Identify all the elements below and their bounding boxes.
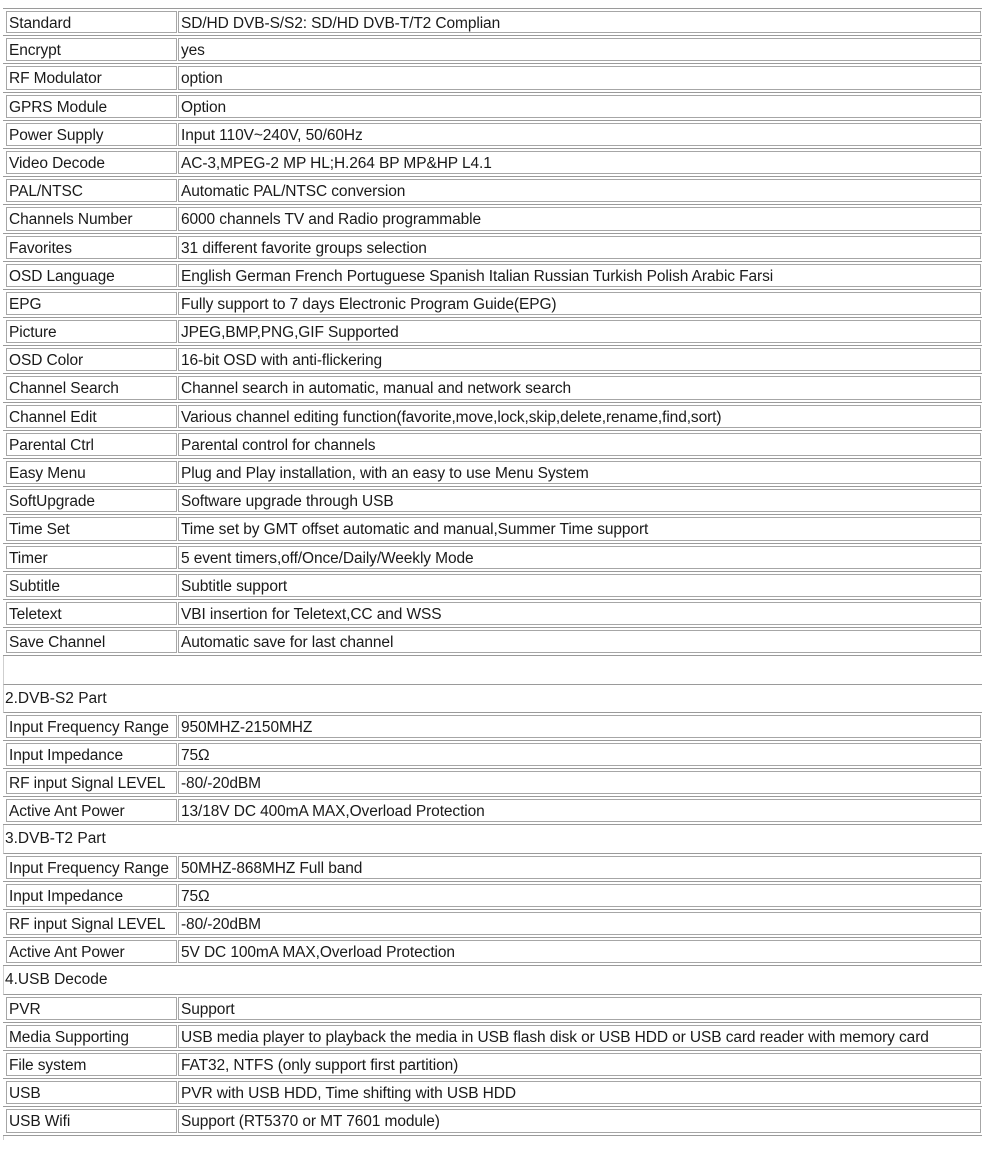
table-row bbox=[3, 1107, 982, 1135]
spec-label: Media Supporting bbox=[6, 1025, 177, 1048]
section-title: 2.DVB-S2 Part bbox=[5, 689, 107, 707]
section-title: 4.USB Decode bbox=[5, 971, 108, 989]
spec-value: Support bbox=[178, 997, 981, 1020]
table-row bbox=[3, 1023, 982, 1051]
spec-value: 950MHZ-2150MHZ bbox=[178, 715, 981, 738]
table-row bbox=[3, 995, 982, 1023]
spec-label: Parental Ctrl bbox=[6, 433, 177, 456]
spec-label: Input Impedance bbox=[6, 743, 177, 766]
table-row bbox=[3, 431, 982, 459]
spec-value: 75Ω bbox=[178, 884, 981, 907]
spec-value: 50MHZ-868MHZ Full band bbox=[178, 856, 981, 879]
table-row bbox=[3, 882, 982, 910]
table-row bbox=[3, 854, 982, 882]
spec-label: PAL/NTSC bbox=[6, 179, 177, 202]
spec-value: Option bbox=[178, 95, 981, 118]
spec-value: 16-bit OSD with anti-flickering bbox=[178, 348, 981, 371]
spec-label: Subtitle bbox=[6, 574, 177, 597]
spec-value: SD/HD DVB-S/S2: SD/HD DVB-T/T2 Complian bbox=[178, 11, 981, 33]
spec-value: -80/-20dBM bbox=[178, 771, 981, 794]
spec-label: Picture bbox=[6, 320, 177, 343]
spec-label: Active Ant Power bbox=[6, 799, 177, 822]
table-row bbox=[3, 600, 982, 628]
spec-label: Channels Number bbox=[6, 207, 177, 230]
table-row bbox=[3, 262, 982, 290]
spec-label: Input Impedance bbox=[6, 884, 177, 907]
section-heading-dvbs2 bbox=[3, 685, 982, 713]
spec-value: USB media player to playback the media in USB flash disk or USB HDD or USB card reader with memory card bbox=[178, 1025, 981, 1048]
spec-value: 31 different favorite groups selection bbox=[178, 236, 981, 259]
table-row bbox=[3, 346, 982, 374]
spec-label: Timer bbox=[6, 546, 177, 569]
table-row bbox=[3, 205, 982, 233]
table-row bbox=[3, 797, 982, 825]
spec-value: Fully support to 7 days Electronic Program Guide(EPG) bbox=[178, 292, 981, 315]
dvbt2-spec-table bbox=[3, 854, 982, 967]
table-row bbox=[3, 713, 982, 741]
spec-value: English German French Portuguese Spanish Italian Russian Turkish Polish Arabic Farsi bbox=[178, 264, 981, 287]
spec-label: Standard bbox=[6, 11, 177, 33]
spec-value: Parental control for channels bbox=[178, 433, 981, 456]
table-row bbox=[3, 149, 982, 177]
spec-label: SoftUpgrade bbox=[6, 489, 177, 512]
spec-label: OSD Color bbox=[6, 348, 177, 371]
spec-value: Various channel editing function(favorite,move,lock,skip,delete,rename,find,sort) bbox=[178, 405, 981, 428]
table-row bbox=[3, 318, 982, 346]
spec-label: EPG bbox=[6, 292, 177, 315]
spec-label: Easy Menu bbox=[6, 461, 177, 484]
spec-value: JPEG,BMP,PNG,GIF Supported bbox=[178, 320, 981, 343]
table-end bbox=[3, 1136, 982, 1140]
spec-value: Input 110V~240V, 50/60Hz bbox=[178, 123, 981, 146]
spec-label: Encrypt bbox=[6, 38, 177, 61]
general-spec-table bbox=[3, 8, 982, 656]
dvbs2-spec-table bbox=[3, 713, 982, 826]
spec-value: 5 event timers,off/Once/Daily/Weekly Mode bbox=[178, 546, 981, 569]
spec-label: File system bbox=[6, 1053, 177, 1076]
spec-value: -80/-20dBM bbox=[178, 912, 981, 935]
spec-value: Software upgrade through USB bbox=[178, 489, 981, 512]
spec-label: Channel Edit bbox=[6, 405, 177, 428]
spec-label: Active Ant Power bbox=[6, 940, 177, 963]
spec-value: Automatic save for last channel bbox=[178, 630, 981, 653]
table-row bbox=[3, 374, 982, 402]
spec-value: VBI insertion for Teletext,CC and WSS bbox=[178, 602, 981, 625]
spec-value: yes bbox=[178, 38, 981, 61]
spec-label: Channel Search bbox=[6, 376, 177, 399]
table-row bbox=[3, 741, 982, 769]
spec-value: Subtitle support bbox=[178, 574, 981, 597]
table-row bbox=[3, 64, 982, 92]
spec-label: GPRS Module bbox=[6, 95, 177, 118]
table-row bbox=[3, 572, 982, 600]
table-row bbox=[3, 910, 982, 938]
spec-sheet bbox=[3, 8, 982, 1140]
spec-value: FAT32, NTFS (only support first partition) bbox=[178, 1053, 981, 1076]
spec-value: Automatic PAL/NTSC conversion bbox=[178, 179, 981, 202]
spec-value: 75Ω bbox=[178, 743, 981, 766]
table-row bbox=[3, 36, 982, 64]
spec-label: USB Wifi bbox=[6, 1109, 177, 1132]
spec-label: Time Set bbox=[6, 517, 177, 540]
usb-spec-table bbox=[3, 995, 982, 1136]
spec-label: PVR bbox=[6, 997, 177, 1020]
table-row bbox=[3, 1051, 982, 1079]
table-row bbox=[3, 8, 982, 36]
table-row bbox=[3, 515, 982, 543]
spec-value: Time set by GMT offset automatic and manual,Summer Time support bbox=[178, 517, 981, 540]
spec-label: OSD Language bbox=[6, 264, 177, 287]
spec-value: AC-3,MPEG-2 MP HL;H.264 BP MP&HP L4.1 bbox=[178, 151, 981, 174]
spec-label: RF input Signal LEVEL bbox=[6, 771, 177, 794]
spec-label: RF Modulator bbox=[6, 66, 177, 89]
table-row bbox=[3, 938, 982, 966]
spec-label: Favorites bbox=[6, 236, 177, 259]
section-heading-usb bbox=[3, 966, 982, 994]
spec-value: PVR with USB HDD, Time shifting with USB HDD bbox=[178, 1081, 981, 1104]
table-row bbox=[3, 628, 982, 656]
table-row bbox=[3, 1079, 982, 1107]
spec-value: option bbox=[178, 66, 981, 89]
spec-label: USB bbox=[6, 1081, 177, 1104]
table-row bbox=[3, 544, 982, 572]
spec-label: Save Channel bbox=[6, 630, 177, 653]
spec-label: Power Supply bbox=[6, 123, 177, 146]
table-row bbox=[3, 121, 982, 149]
table-row bbox=[3, 769, 982, 797]
table-row bbox=[3, 93, 982, 121]
spec-value: Support (RT5370 or MT 7601 module) bbox=[178, 1109, 981, 1132]
spec-label: RF input Signal LEVEL bbox=[6, 912, 177, 935]
table-row bbox=[3, 459, 982, 487]
spec-label: Video Decode bbox=[6, 151, 177, 174]
spec-label: Teletext bbox=[6, 602, 177, 625]
spec-value: Channel search in automatic, manual and network search bbox=[178, 376, 981, 399]
table-row bbox=[3, 403, 982, 431]
spec-label: Input Frequency Range bbox=[6, 715, 177, 738]
table-row bbox=[3, 234, 982, 262]
spec-value: 6000 channels TV and Radio programmable bbox=[178, 207, 981, 230]
table-row bbox=[3, 487, 982, 515]
section-heading-dvbt2 bbox=[3, 825, 982, 853]
table-row bbox=[3, 290, 982, 318]
spec-value: Plug and Play installation, with an easy to use Menu System bbox=[178, 461, 981, 484]
table-row bbox=[3, 177, 982, 205]
section-title: 3.DVB-T2 Part bbox=[5, 830, 106, 848]
spec-value: 5V DC 100mA MAX,Overload Protection bbox=[178, 940, 981, 963]
spec-label: Input Frequency Range bbox=[6, 856, 177, 879]
spec-value: 13/18V DC 400mA MAX,Overload Protection bbox=[178, 799, 981, 822]
spacer-row bbox=[3, 656, 982, 684]
